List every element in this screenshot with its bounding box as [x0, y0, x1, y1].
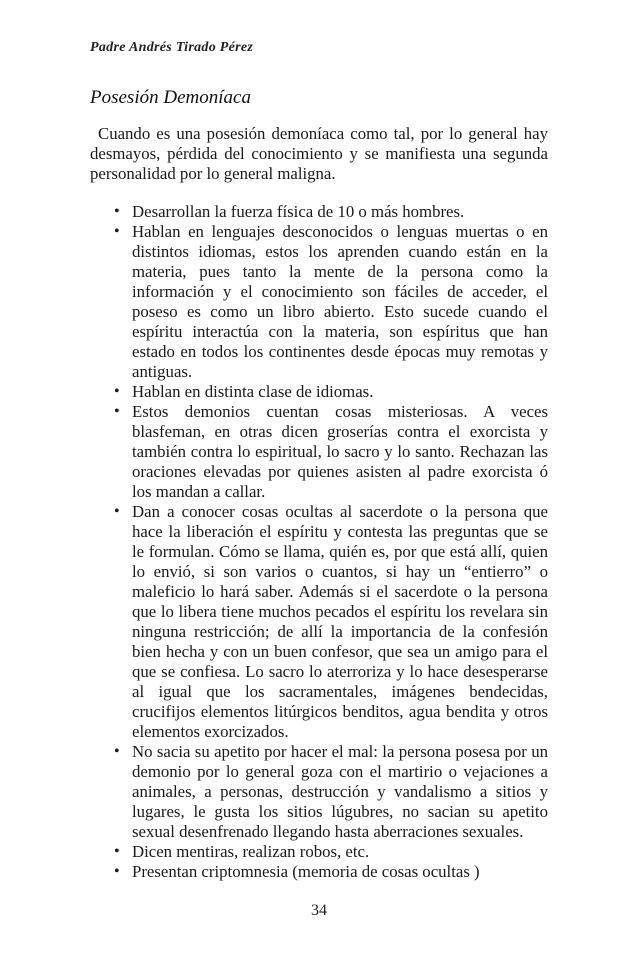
list-item: [114, 862, 548, 882]
list-item-text: No sacia su apetito por hacer el mal: la persona posesa por un demonio por lo general goza con el martirio o vejaciones a animales, a personas, destrucción y vandalismo a sitios y lugares, le gusta los sitios lúgubres, no sacian su apetito sexual desenfrenado llegando hasta aberraciones sexuales.: [132, 742, 548, 841]
running-header: Padre Andrés Tirado Pérez: [90, 40, 254, 55]
bullet-marker: •: [114, 403, 120, 420]
list-item-text: Presentan criptomnesia (memoria de cosas ocultas ): [132, 862, 480, 881]
list-item: [114, 382, 548, 402]
intro-paragraph: Cuando es una posesión demoníaca como tal, por lo general hay desmayos, pérdida del conocimiento y se manifiesta una segunda personalidad por lo general maligna.: [90, 124, 548, 183]
body-content: [90, 124, 548, 882]
list-item: [114, 222, 548, 382]
list-item-text: Dan a conocer cosas ocultas al sacerdote o la persona que hace la liberación el espíritu y contesta las preguntas que se le formulan. Cómo se llama, quién es, por que está allí, quien lo envió, si son varios o cuantos, si hay un “entierro” o maleficio lo hará saber. Además si el sacerdote o la persona que lo libera tiene muchos pecados el espíritu los revelara sin ninguna restricción; de allí la importancia de la confesión bien hecha y con un buen confesor, que sea un amigo para el que se confiesa. Lo sacro lo aterroriza y lo hace desesperarse al igual que los sacramentales, imágenes bendecidas, crucifijos elementos litúrgicos benditos, agua bendita y otros elementos exorcizados.: [132, 502, 548, 741]
bullet-marker: •: [114, 503, 120, 520]
bullet-marker: •: [114, 203, 120, 220]
list-item: [114, 202, 548, 222]
page-number: 34: [311, 902, 327, 919]
list-item: [114, 842, 548, 862]
bullet-marker: •: [114, 743, 120, 760]
list-item-text: Hablan en distinta clase de idiomas.: [132, 382, 374, 401]
list-item: [114, 402, 548, 502]
list-item-text: Estos demonios cuentan cosas misteriosas. A veces blasfeman, en otras dicen groserías contra el exorcista y también contra lo espiritual, lo sacro y lo santo. Rechazan las oraciones elevadas por quienes asisten al padre exorcista ó los mandan a callar.: [132, 402, 548, 501]
list-item: [114, 502, 548, 742]
list-item-text: Desarrollan la fuerza física de 10 o más hombres.: [132, 202, 465, 221]
list-item-text: Hablan en lenguajes desconocidos o lenguas muertas o en distintos idiomas, estos los aprenden cuando están en la materia, pues tanto la mente de la persona como la información y el conocimiento son fáciles de acceder, el poseso es como un libro abierto. Esto sucede cuando el espíritu interactúa con la materia, son espíritus que han estado en todos los continentes desde épocas muy remotas y antiguas.: [132, 222, 548, 381]
bullet-marker: •: [114, 223, 120, 240]
list-item-text: Dicen mentiras, realizan robos, etc.: [132, 842, 370, 861]
bullet-list: [90, 202, 548, 882]
bullet-marker: •: [114, 863, 120, 880]
bullet-marker: •: [114, 843, 120, 860]
list-item: [114, 742, 548, 842]
bullet-marker: •: [114, 383, 120, 400]
section-title: Posesión Demoníaca: [90, 87, 251, 108]
